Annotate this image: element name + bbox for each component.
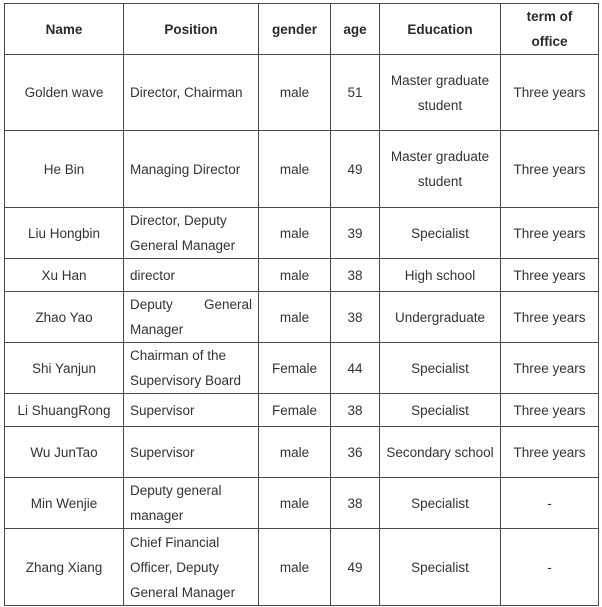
cell-gender: male: [259, 131, 331, 208]
table-row: [5, 208, 599, 259]
cell-name: He Bin: [5, 131, 124, 208]
table-row: [5, 292, 599, 343]
cell-position: Supervisor: [124, 427, 259, 478]
cell-gender: male: [259, 55, 331, 131]
cell-term: Three years: [501, 394, 599, 427]
cell-education: Specialist: [380, 208, 501, 259]
cell-education: Master graduate student: [380, 55, 501, 131]
cell-position: Managing Director: [124, 131, 259, 208]
cell-name: Xu Han: [5, 259, 124, 292]
cell-name: Golden wave: [5, 55, 124, 131]
cell-age: 39: [331, 208, 380, 259]
header-term-of-office: term of office: [501, 4, 599, 55]
cell-name: Min Wenjie: [5, 478, 124, 529]
cell-position: director: [124, 259, 259, 292]
cell-gender: male: [259, 292, 331, 343]
header-name: Name: [5, 4, 124, 55]
cell-education: Specialist: [380, 529, 501, 606]
header-position: Position: [124, 4, 259, 55]
header-education: Education: [380, 4, 501, 55]
cell-name: Liu Hongbin: [5, 208, 124, 259]
cell-gender: male: [259, 478, 331, 529]
cell-name: Li ShuangRong: [5, 394, 124, 427]
cell-name: Zhao Yao: [5, 292, 124, 343]
header-age: age: [331, 4, 380, 55]
cell-position: Chief Financial Officer, Deputy General Manager: [124, 529, 259, 606]
cell-education: Specialist: [380, 394, 501, 427]
cell-position: Director, Chairman: [124, 55, 259, 131]
cell-name: Zhang Xiang: [5, 529, 124, 606]
table-row: [5, 259, 599, 292]
cell-gender: Female: [259, 343, 331, 394]
cell-gender: male: [259, 208, 331, 259]
board-members-table: [4, 3, 599, 606]
cell-education: Undergraduate: [380, 292, 501, 343]
cell-position: Deputy General Manager: [124, 292, 259, 343]
cell-age: 38: [331, 394, 380, 427]
cell-term: -: [501, 529, 599, 606]
cell-gender: male: [259, 427, 331, 478]
header-gender: gender: [259, 4, 331, 55]
cell-name: Shi Yanjun: [5, 343, 124, 394]
cell-term: Three years: [501, 208, 599, 259]
cell-gender: male: [259, 259, 331, 292]
table-row: [5, 394, 599, 427]
cell-term: Three years: [501, 292, 599, 343]
table-header-row: [5, 4, 599, 55]
cell-term: Three years: [501, 427, 599, 478]
cell-age: 38: [331, 292, 380, 343]
cell-term: Three years: [501, 55, 599, 131]
cell-education: Master graduate student: [380, 131, 501, 208]
cell-age: 44: [331, 343, 380, 394]
cell-position: Supervisor: [124, 394, 259, 427]
cell-education: Secondary school: [380, 427, 501, 478]
cell-age: 49: [331, 529, 380, 606]
table-row: [5, 478, 599, 529]
cell-age: 38: [331, 259, 380, 292]
cell-position: Deputy general manager: [124, 478, 259, 529]
cell-term: Three years: [501, 259, 599, 292]
cell-education: High school: [380, 259, 501, 292]
cell-age: 49: [331, 131, 380, 208]
table-row: [5, 131, 599, 208]
cell-term: Three years: [501, 131, 599, 208]
cell-name: Wu JunTao: [5, 427, 124, 478]
cell-age: 36: [331, 427, 380, 478]
cell-gender: Female: [259, 394, 331, 427]
cell-position: Chairman of the Supervisory Board: [124, 343, 259, 394]
cell-gender: male: [259, 529, 331, 606]
cell-term: -: [501, 478, 599, 529]
cell-education: Specialist: [380, 343, 501, 394]
cell-age: 51: [331, 55, 380, 131]
cell-education: Specialist: [380, 478, 501, 529]
table-row: [5, 427, 599, 478]
table-row: [5, 343, 599, 394]
table-row: [5, 55, 599, 131]
cell-position: Director, Deputy General Manager: [124, 208, 259, 259]
cell-term: Three years: [501, 343, 599, 394]
table-row: [5, 529, 599, 606]
cell-age: 38: [331, 478, 380, 529]
